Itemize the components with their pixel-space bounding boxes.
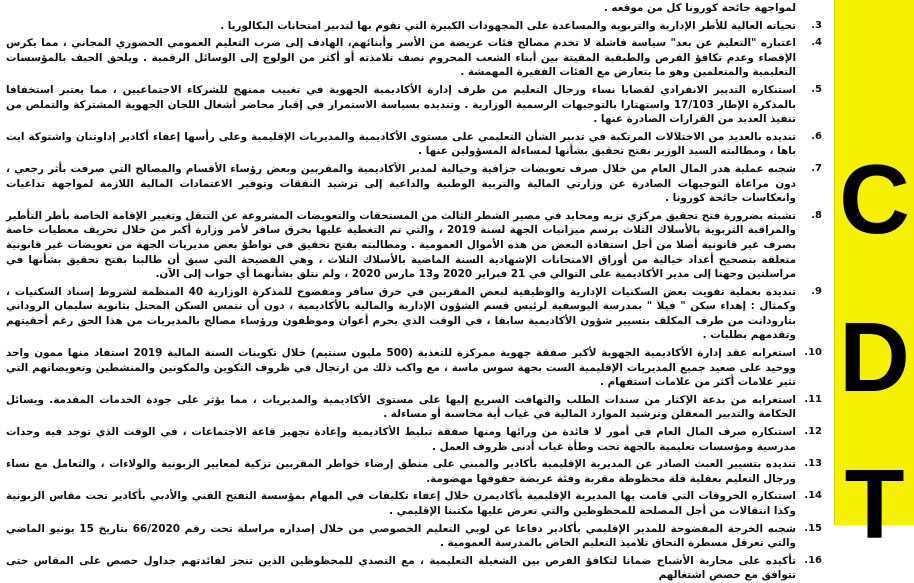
- item-number: .10: [804, 347, 822, 359]
- item-text: لمواجهة جائحة كورونا كل من موقعه .: [603, 2, 796, 14]
- statement-item: [4, 130, 822, 159]
- item-text: شجبه الخرجة المفضوحة للمدير الإقليمي بأكادير دفاعا عن لوبي التعليم الخصوصي من خلال إصداره مراسلة تحت رقم 66/2020 بتاريخ 15 يونيو الماضي والتي تعرقل مسطرة التحاق تلاميذ التعليم الخاص بالمدرسة العمومية .: [6, 522, 796, 550]
- item-number: .7: [811, 162, 822, 174]
- item-number: .9: [811, 285, 822, 297]
- statement-item: [4, 1, 822, 16]
- item-text: تأكيده على محاربة الأشباح ضمانا لتكافؤ الفرص بين الشغيلة التعليمية ، مع التصدي للمحظوظين الذين تنجز لفائدتهم جداول حصص على المقاس حتى تتوافق مع حصص اشتغالهم: [6, 554, 796, 582]
- item-number: .6: [811, 130, 822, 142]
- item-number: .4: [811, 37, 822, 49]
- item-text: شجبه عملية هدر المال العام من خلال صرف تعويضات جزافية وخيالية لمدير الأكاديمية والمقربين وبعض رؤساء الأقسام والمصالح التي صرفت بأثر رجعي ، دون مراعاة التوجيهات الصادرة عن وزارتي المالية والتربية الوطنية والداعية إلى ترشيد النفقات وتوفير الاعتمادات المالية اللازمة لمواجهة تداعيات وانعكاسات جائحة كورونا .: [6, 162, 796, 205]
- item-number: .5: [811, 83, 822, 95]
- item-text: تشبثه بضرورة فتح تحقيق مركزي نزيه ومحايد في مصير الشطر الثالث من المستحقات والتعويضات المشروعة عن التنقل وتغيير الإقامة الخاصة بأطر التأطير والمراقبة التربوية بالأسلاك الثلاث برسم ميزانيات الجهة لسنة 2019 ، والتي تم التغطية عليها بخرق سافر لأمر وزارة أكبر من خلال تحريف معطيات خاصة بصرف غير قانونية أصلا من أجل استفادة البعض من هذه الأموال العمومية . ومطالبته بفتح تحقيق في تواطؤ بعض مديريات الجهة من تعويضات غير قانونية متعلقة بتصحيح أعداد خيالية من أوراق الامتحانات الإشهادية السنة الماضية بالأسلاك الثلاث ، وهي الفضيحة التي سبق أن طالبنا بفتح تحقيق بشأنها في مراسلتين وجهتا إلى مدير الأكاديمية على التوالي في 21 فبراير 2020 و13 مارس 2020 ، ولم نتلق بشأنهما أي جواب إلى الآن.: [5, 209, 796, 281]
- statement-item: [4, 209, 822, 282]
- item-number: .13: [804, 458, 822, 470]
- band-letter-d: D: [839, 302, 910, 412]
- item-number: .16: [804, 554, 822, 566]
- item-text: تنديده بالعديد من الاختلالات المرتكبة في تدبير الشأن التعليمي على مستوى الأكاديمية والمديريات الإقليمية وعلى رأسها إعفاء أكادير إداوتنان واشتوكة ايت باها ، ومطالبته السيد الوزير بفتح تحقيق بشأنها لمساءلة المسؤولين عنها .: [6, 130, 796, 158]
- item-text: استنكاره الخروقات التي قامت بها المديرية الإقليمية بأكاديمرن خلال إعفاء تكليفات في المهام بمؤسسة التفتح الفني والأدبي بأكادير تحت مقاس الزبونية وكذا انتقالات من أجل المصلحة للمحظوظين والتي تعرض عليها مكتبنا الإقليمي .: [6, 490, 796, 517]
- item-text: استنكاره التدبير الانفرادي لقضايا نساء ورجال التعليم من طرف إدارة الأكاديمية الجهوية في تغييب ممنهج للشركاء الاجتماعيين ، مما يعتبر استخفافا بالمذكرة الإطار 17/103 واستهتارا بالتوجيهات الرسمية الوزارية . وتنديده بسياسة الاستمرار في إقبار محاضر أشغال اللجان الجهوية المشتركة والتملص من تنفيذ العديد من القرارات الصادرة عنها .: [6, 83, 796, 126]
- statement-item: [4, 83, 822, 127]
- item-text: تنديده بتسيير العبث الصادر عن المديرية الإقليمية بأكادير والمبني على منطق إرضاء خواطر المقربين تزكية لمعايير الزبونية والولاءات ، والتعامل مع نساء ورجال التعليم بعقلية قلة محظوظة مقربة وفئة عريضة حقوقها مهضومة.: [6, 458, 796, 485]
- item-number: .8: [811, 209, 822, 221]
- item-number: .12: [804, 426, 822, 438]
- item-number: .11: [804, 393, 822, 405]
- item-text: استنكاره صرف المال العام في أمور لا فائدة من ورائها ومنها صفقة تبليط الأكاديمية وإعادة تجهيز قاعة الاجتماعات ، في الوقت الذي توجد فيه وحدات مدرسية ومؤسسات تعليمية بالجهة تحت وطأة غياب أدنى ظروف العمل .: [6, 426, 796, 453]
- statement-body: [4, 0, 822, 582]
- statement-item: [4, 346, 822, 390]
- statement-item: [4, 457, 822, 486]
- item-text: تحياته العالية للأطر الإدارية والتربوية والمساعدة على المجهودات الكبيرة التي تقوم بها لتدبير امتحانات البكالوريا .: [220, 19, 796, 32]
- band-letter-c: C: [839, 144, 910, 254]
- item-text: استغرابه عقد إدارة الأكاديمية الجهوية لأكبر صفقة جهوية ممركزة للتغذية (500 مليون سنتيم) خلال تكوينات السنة المالية 2019 استفاد منها ممون واحد ووحيد على صعيد جميع المديريات الإقليمية الست بجهة سوس ماسة ، مع واكب ذلك من ارتجال في ظروف التكوين والمكونين والمنشطين وتعويضاتهم التي تثير علامات أكثر من علامات استفهام .: [6, 347, 796, 389]
- item-text: اعتباره "التعليم عن بعد" سياسة فاشلة لا تخدم مصالح فئات عريضة من الأسر وأبنائهم، الهادف إلى ضرب التعليم العمومي الحضوري المجاني ، مما يكرس الإقصاء وعدم تكافؤ الفرص والطبقية المقيتة بين أبناء الشعب المحروم نصف تلامذته أو أكثر من الولوج إلى الوسائل الرقمية . ويلحق الحيف بالمؤسسات التعليمية والمتعلمين وهو ما يتعارض مع الفئات الفقيرة المهمشة .: [6, 37, 796, 79]
- item-number: .3: [811, 19, 822, 31]
- statement-item: [4, 285, 822, 343]
- cdt-side-band: [834, 0, 914, 559]
- statement-item: [4, 36, 822, 80]
- statement-item: [4, 489, 822, 518]
- statement-item: [4, 554, 822, 583]
- statement-item: [4, 19, 822, 34]
- item-text: تنديده بعملية تفويت بعض السكنيات الإدارية والوظيفية لبعض المقربين في خرق سافر ومفضوح للمذكرة الوزارية 40 المنظمة لشروط إسناد السكنيات ، وكمثال : إهداء سكن " فيلا " بمدرسة اليوسفية لرئيس قسم الشؤون الإدارية والمالية بالأكاديمية ، دون أن نتمس السكن المحتل بثانوية سليمان الروداني بتارودانت من طرف المكلف بتسيير شؤون الأكاديمية سابقا ، في الوقت الذي يحرم أعوان وموظفون ورؤساء مصالح بالمديريات من هذا الحق رغم أحقيتهم وتقدمهم بطلبات .: [6, 285, 797, 342]
- item-number: .14: [804, 490, 822, 502]
- statement-item: [4, 162, 822, 206]
- statement-item: [4, 522, 822, 551]
- item-text: استغرابه من بدعة الإكثار من سندات الطلب والتهافت السريع إليها على مستوى الأكاديمية والمديريات ، مما يؤثر على جودة الخدمات المقدمة. ويسائل الحكامة والتدبير المعقلن وترشيد الموارد المالية في غياب أية محاسبة أو مساءلة .: [6, 393, 796, 421]
- item-number: .15: [804, 522, 822, 534]
- statement-item: [4, 425, 822, 454]
- band-letter-t: T: [844, 449, 905, 559]
- statement-item: [4, 393, 822, 422]
